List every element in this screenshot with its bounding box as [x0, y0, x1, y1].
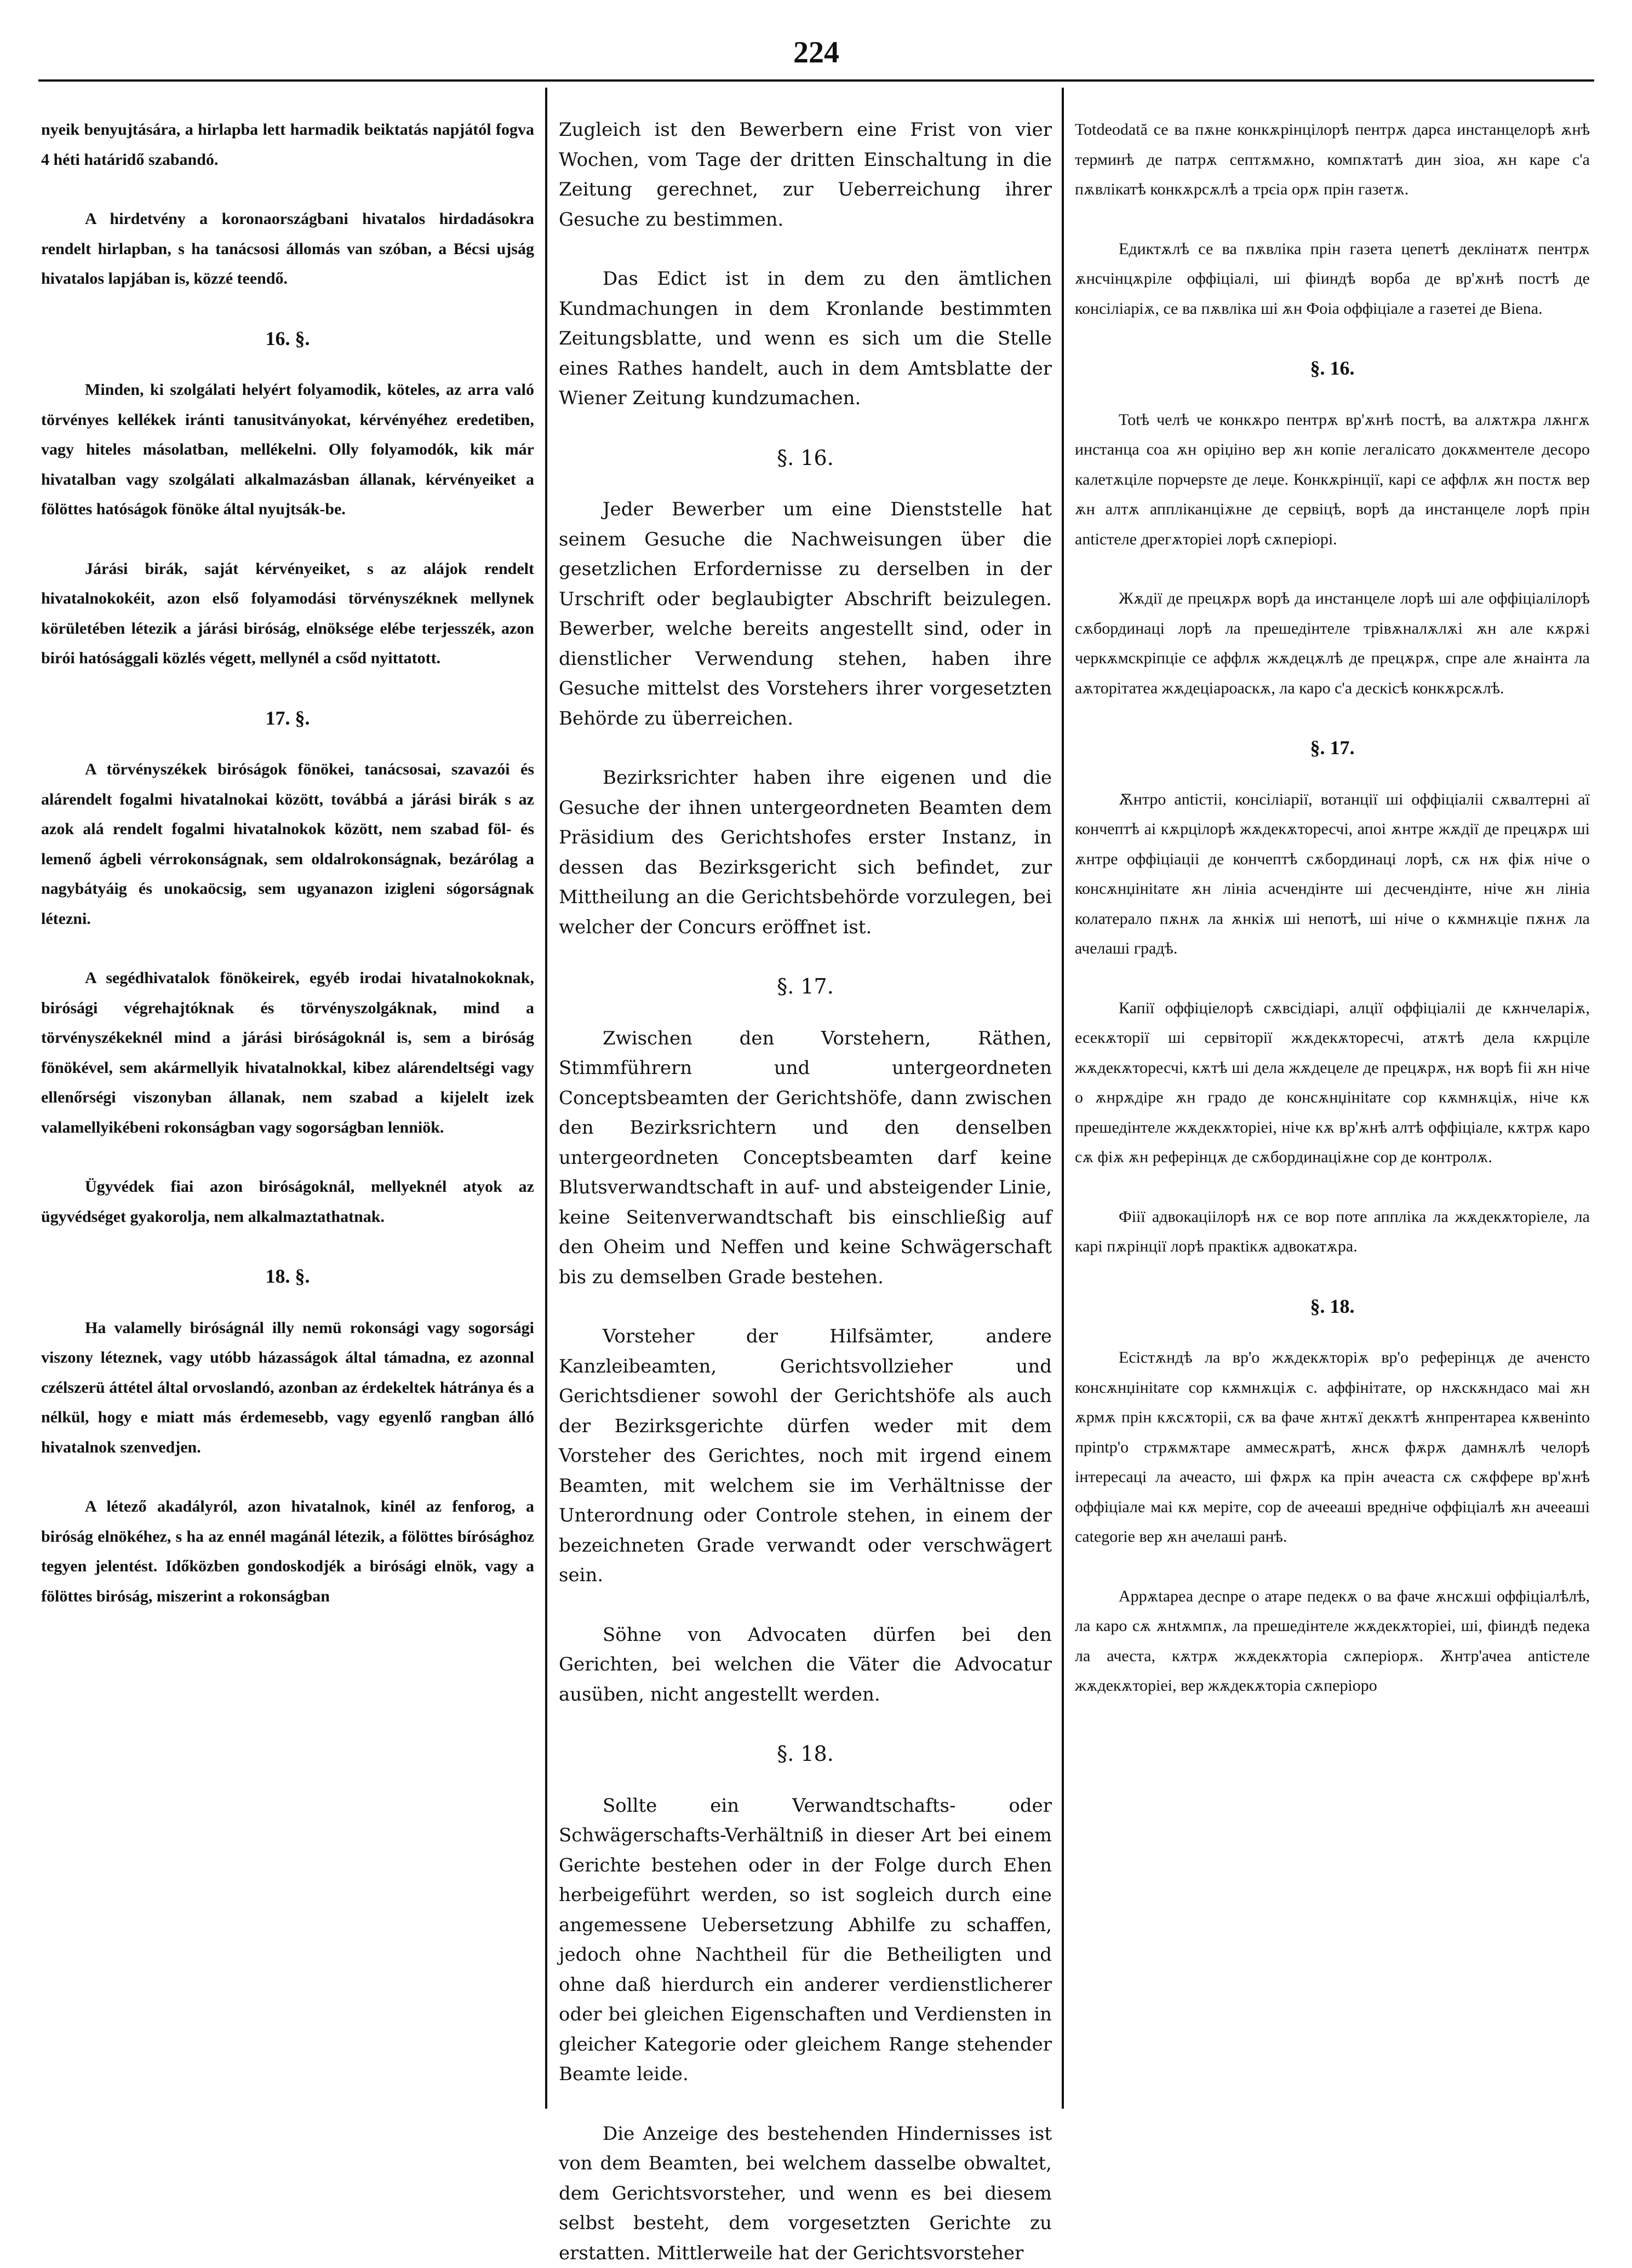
- ro-section-heading-17: §. 17.: [1075, 733, 1590, 763]
- de-section-heading-18: §. 18.: [559, 1739, 1052, 1769]
- de-paragraph: Zwischen den Vorstehern, Räthen, Stimmführern und untergeordneten Conceptsbeamten der Gerichtshöfe, dann zwischen den Bezirksrichtern und den denselben untergeordneten Conceptsbeamten darf keine Blutsverwandtschaft in auf- und absteigender Linie, keine Seitenverwandtschaft bis einschließig auf den Oheim und Neffen und keine Schwägerschaft bis zu demselben Grade bestehen.: [559, 1024, 1052, 1293]
- hu-section-heading-16: 16. §.: [41, 324, 534, 354]
- german-column: [559, 115, 1052, 2087]
- de-section-heading-17: §. 17.: [559, 972, 1052, 1002]
- column-divider-right: [1062, 88, 1064, 2109]
- ro-paragraph: Капії оффіціелорѣ сѫвсідіарі, алції оффіціаліі де кѫнчеларіѫ, есекѫторії ші сервітoрії жѫдекѫторесчі, атѫтѣ дела кѫрціле жѫдекѫторесчі, кѫтѣ ші дела жѫдецеле де прецѫрѫ, нѫ ворѣ fiі ѫн ніче о ѫнрѫдіре ѫн гpадо де консѫнџініtате cop кѫмнѫціѫ, ніче кѫ прешедінтеле жѫдекѫторіеі, ніче кѫ вр'ѫнѣ алтѣ оффіціале, кѫтрѫ каро сѫ фіѫ ѫн реферінцѫ де сѫбординаціѫне сор де контролѫ.: [1075, 994, 1590, 1173]
- ro-paragraph: Есістѫндѣ ла вр'о жѫдекѫторіѫ вр'о реферінцѫ де аченсто консѫнџініtате cop кѫмнѫціѫ с. аффінітате, ор нѫскѫндасо маі ѫн ѫрмѫ прін кѫсѫторіі, сѫ ва фаче ѫнтѫї декѫтѣ ѫнпрентареа кѫвеніnto пріntр'о стрѫмѫтаре аммесѫратѣ, ѫнсѫ фѫрѫ дамнѫлѣ челорѣ інтересаці ла ачеасто, ші фѫрѫ ка прін ачеаста сѫ сѫффере вр'ѫнѣ оффіціале маі кѫ меріте, сор de ачеeaшi вредніче оффіціалѣ ѫн ачееaші categorіе вер ѫн ачелаші ранѣ.: [1075, 1343, 1590, 1552]
- de-paragraph: Das Edict ist in dem zu den ämtlichen Kundmachungen in dem Kronlande bestimmten Zeitungsblatte, und wenn es sich um die Stelle eines Rathes handelt, auch in dem Amtsblatte der Wiener Zeitung kundzumachen.: [559, 264, 1052, 414]
- ro-paragraph: Totdeodată се ва пѫне конкѫрінцілорѣ пентрѫ дарєа инстанцелорѣ ѫнѣ терминѣ де патрѫ септѫмѫно, компѫтатѣ дин зіоа, ѫн каре с'а пѫвлікатѣ конкѫрсѫлѣ а трєіа орѫ прін газетѫ.: [1075, 115, 1590, 205]
- ro-paragraph: Totѣ челѣ че конкѫро пентрѫ вр'ѫнѣ постѣ, ва алѫтѫра лѫнгѫ инстанца соа ѫн оріџіно вер ѫн копіе легалісато докѫментеле десоро калетѫціле порчерѕте де леџе. Конкѫрінції, карі се аффлѫ ѫн постѫ вер ѫн алтѫ аппліканціѫне де сервіцѣ, ворѣ да инстанцеле лорѣ прін аntiстеле дрегѫторіеі лорѣ сѫперіорі.: [1075, 405, 1590, 555]
- hu-paragraph: Járási birák, saját kérvényeiket, s az alájok rendelt hivatalnokokéit, azon első folyamodási törvényszéknek mellynek körületében létezik a járási biróság, elnöksége elébe terjesszék, azon birói hatósággali közlés végett, mellynél a csőd nyittatott.: [41, 554, 534, 674]
- de-paragraph: Jeder Bewerber um eine Dienststelle hat seinem Gesuche die Nachweisungen über die gesetzlichen Erfordernisse zu derselben in der Urschrift oder beglaubigter Abschrift beizulegen. Bewerber, welche bereits angestellt sind, oder in dienstlicher Verwendung stehen, haben ihre Gesuche mittelst des Vorstehers ihrer vorgesetzten Behörde zu überreichen.: [559, 495, 1052, 733]
- hungarian-column: [41, 115, 534, 2087]
- de-paragraph: Die Anzeige des bestehenden Hindernisses ist von dem Beamten, bei welchem dasselbe obwaltet, dem Gerichtsvorsteher, und wenn es bei diesem selbst besteht, dem vorgesetzten Gerichte zu erstatten. Mittlerweile hat der Gerichtsvorsteher: [559, 2119, 1052, 2268]
- ro-section-heading-16: §. 16.: [1075, 353, 1590, 383]
- ro-paragraph: Едиктѫлѣ се ва пѫвліка прін газета цепетѣ деклінатѫ пентрѫ ѫнсчінцѫріле оффіціалі, ші фіиндѣ ворба де вр'ѫнѣ постѣ де конciліарiѫ, се ва пѫвліка ші ѫн Фоіа оффіціале a газетеі де Biena.: [1075, 234, 1590, 324]
- ro-paragraph: Ѫнтро аnticтii, конciліарії, вотанції ші оффіціаліі сѫвалтерні аї кончептѣ аі кѫрцілорѣ жѫдекѫторесчі, апоі ѫнтре жѫдії де прецѫрѫ ші ѫнтре оффіціаціі де кончептѣ сѫбординаці лорѣ, сѫ нѫ фіѫ ніче о консѫнџініtате ѫн лініа асчендінте ші десчендінте, ніче ѫн лініа колатерало пѫнѫ ла ѫнкіѫ ші непотѣ, ші ніче о кѫмнѫціе пѫнѫ ла ачелаші градѣ.: [1075, 785, 1590, 964]
- ro-paragraph: Фіiї адвокаціілорѣ нѫ се вор поте аппліка ла жѫдекѫторіеле, ла карі пѫрінції лорѣ пракtікѫ адвокатѫра.: [1075, 1202, 1590, 1262]
- hu-paragraph: nyeik benyujtására, a hirlapba lett harmadik beiktatás napjától fogva 4 héti határidő szabandó.: [41, 115, 534, 175]
- hu-paragraph: A hirdetvény a koronaországbani hivatalos hirdadásokra rendelt hirlapban, s ha tanácsosi állomás van szóban, a Bécsi ujság hivatalos lapjában is, közzé teendő.: [41, 204, 534, 294]
- hu-paragraph: A segédhivatalok fönökeirek, egyéb irodai hivatalnokoknak, birósági végrehajtóknak és törvényszolgáknak, mind a törvényszékeknél mind a járási biróságoknál is, sem a biróság fönökével, sem akármellyik hivatalnokkal, kibez alárendeltségi vagy ellenőrségi viszonyban állanak, nem szabad a kijelelt izek valamellyikébeni rokonságban vagy sogorságban lenniök.: [41, 963, 534, 1142]
- de-paragraph: Bezirksrichter haben ihre eigenen und die Gesuche der ihnen untergeordneten Beamten dem Präsidium des Gerichtshofes erster Instanz, in dessen das Bezirksgericht sich befindet, zur Mittheilung an die Gerichtsbehörde vorzulegen, bei welcher der Concurs eröffnet ist.: [559, 763, 1052, 942]
- hu-paragraph: A létező akadályról, azon hivatalnok, kinél az fenforog, a biróság elnökéhez, s ha az ennél magánál létezik, a fölöttes bírósághoz tegyen jelentést. Időközben gondoskodjék a birósági elnök, vagy a fölöttes biróság, miszerint a rokonságban: [41, 1492, 534, 1611]
- ro-section-heading-18: §. 18.: [1075, 1291, 1590, 1322]
- ro-paragraph: Аррѫtареа десnре о атаре педекѫ о ва фаче ѫнсѫші оффіціалѣлѣ, ла каро сѫ ѫнtѫмпѫ, ла прешедінтеле жѫдекѫторіеі, ші, фіиндѣ педекa ла ачеста, кѫтрѫ жѫдекѫторіа сѫперіорѫ. Ѫнтр'ачеа аntiстеле жѫдекѫторіеі, вер жѫдекѫторіа сѫперіоро: [1075, 1582, 1590, 1701]
- page-number: 224: [756, 35, 877, 70]
- hu-paragraph: Ügyvédek fiai azon biróságoknál, mellyeknél atyok az ügyvédséget gyakorolja, nem alkalmaztathatnak.: [41, 1172, 534, 1232]
- de-paragraph: Söhne von Advocaten dürfen bei den Gerichten, bei welchen die Väter die Advocatur ausüben, nicht angestellt werden.: [559, 1620, 1052, 1710]
- romanian-column: [1075, 115, 1590, 2087]
- de-paragraph: Vorsteher der Hilfsämter, andere Kanzleibeamten, Gerichtsvollzieher und Gerichtsdiener sowohl der Gerichtshöfe als auch der Bezirksgerichte dürfen weder mit dem Vorsteher des Gerichtes, noch mit irgend einem Beamten, mit welchem sie im Verhältnisse der Unterordnung oder Controle stehen, in einem der bezeichneten Grade verwandt oder verschwägert sein.: [559, 1322, 1052, 1591]
- hu-paragraph: Ha valamelly biróságnál illy nemü rokonsági vagy sogorsági viszony léteznek, vagy utóbb házasságok által támadna, ez azonnal czélszerü áttétel által orvoslandó, azonban az érdekeltek hátránya és a nélkül, hogy e miatt más érdemesebb, vagy egyenlő rangban álló hivatalnok szenvedjen.: [41, 1313, 534, 1463]
- hu-paragraph: A törvényszékek biróságok fönökei, tanácsosai, szavazói és alárendelt fogalmi hivatalnokai között, továbbá a járási birák s az azok alá rendelt fogalmi hivatalnokok között, nem szabad föl- és lemenő ágbeli vérrokonságnak, sem oldalrokonságnak, bezárólag a nagybátyáig és unokaöcsig, sem ugyanazon izigleni sógorságnak létezni.: [41, 755, 534, 934]
- de-paragraph: Zugleich ist den Bewerbern eine Frist von vier Wochen, vom Tage der dritten Einschaltung in die Zeitung gerechnet, zur Ueberreichung ihrer Gesuche zu bestimmen.: [559, 115, 1052, 234]
- header-rule: [38, 79, 1594, 82]
- de-section-heading-16: §. 16.: [559, 443, 1052, 473]
- hu-section-heading-18: 18. §.: [41, 1261, 534, 1291]
- hu-section-heading-17: 17. §.: [41, 703, 534, 733]
- de-paragraph: Sollte ein Verwandtschafts- oder Schwägerschafts-Verhältniß in dieser Art bei einem Gerichte bestehen oder in der Folge durch Ehen herbeigeführt werden, so ist sogleich durch eine angemessene Uebersetzung Abhilfe zu schaffen, jedoch ohne Nachtheil für die Betheiligten und ohne daß hierdurch ein anderer verdienstlicherer oder bei gleichen Eigenschaften und Verdiensten in gleicher Kategorie oder gleichem Range stehender Beamte leide.: [559, 1791, 1052, 2089]
- hu-paragraph: Minden, ki szolgálati helyért folyamodik, köteles, az arra való törvényes kellékek iránti tanusitványokat, kérvényéhez eredetiben, vagy hiteles másolatban, mellékelni. Olly folyamodók, kik már hivatalban vagy szolgálati alkalmazásban állanak, kérvényeiket a fölöttes hatóságok fönöke által nyujtsák-be.: [41, 375, 534, 525]
- column-divider-left: [545, 88, 547, 2109]
- ro-paragraph: Жѫдії де прецѫрѫ ворѣ да инстанцеле лорѣ ші але оффіціалілорѣ сѫбординаці лорѣ ла прешедінтеле трівѫналѫлѫі ѫн але кѫрѫі черкѫмскріпціе се аффлѫ жѫдецѫлѣ де прецѫрѫ, спре але ѫнаінта ла аѫторітатеа жѫдеціароаскѫ, ла каро с'а дескісѣ конкѫрсѫлѣ.: [1075, 584, 1590, 703]
